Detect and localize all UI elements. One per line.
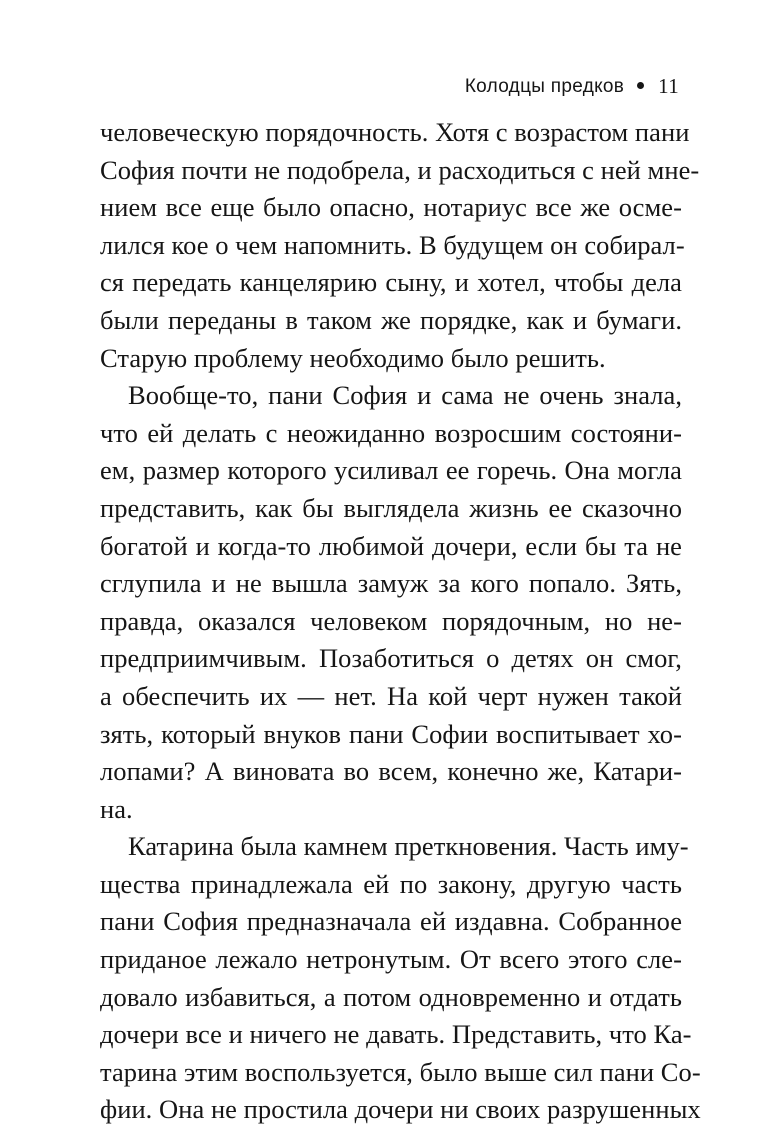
- text-line: довало избавиться, а потом одновременно и отдать: [100, 981, 682, 1012]
- text-line: фии. Она не простила дочери ни своих разрушенных: [100, 1094, 701, 1125]
- text-line: были переданы в таком же порядке, как и бумаги.: [100, 304, 682, 335]
- bullet-separator-icon: [637, 82, 644, 89]
- text-line: лился кое о чем напомнить. В будущем он собирал-: [100, 229, 685, 260]
- text-line: предприимчивым. Позаботиться о детях он смог,: [100, 643, 682, 674]
- text-line: Вообще-то, пани София и сама не очень знала,: [128, 380, 682, 411]
- text-line: щества принадлежала ей по закону, другую часть: [100, 868, 682, 899]
- text-line: пани София предназначала ей издавна. Собранное: [100, 906, 682, 937]
- text-line: правда, оказался человеком порядочным, но не-: [100, 605, 682, 636]
- text-line: человеческую порядочность. Хотя с возрастом пани: [100, 117, 690, 147]
- text-line: Старую проблему необходимо было решить.: [100, 342, 606, 373]
- text-line: что ей делать с неожиданно возросшим состояни-: [100, 417, 682, 448]
- text-line: богатой и когда-то любимой дочери, если бы та не: [100, 530, 682, 561]
- paragraph: [100, 828, 701, 1129]
- text-line: тарина этим воспользуется, было выше сил пани Со-: [100, 1056, 701, 1087]
- text-line: ем, размер которого усиливал ее горечь. Она могла: [100, 455, 682, 486]
- paragraph: [100, 377, 682, 828]
- running-head-title: Колодцы предков: [464, 75, 625, 97]
- text-line: София почти не подобрела, и расходиться с ней мне-: [100, 154, 700, 185]
- running-head: [465, 74, 679, 99]
- text-line: а обеспечить их — нет. На кой черт нужен такой: [100, 680, 682, 711]
- text-line: дочери все и ничего не давать. Представить, что Ка-: [100, 1019, 692, 1050]
- page-number: 11: [658, 74, 679, 98]
- text-line: нием все еще было опасно, нотариус все же осме-: [100, 192, 682, 223]
- text-line: зять, который внуков пани Софии воспитывает хо-: [100, 718, 682, 749]
- text-line: лопами? А виновата во всем, конечно же, Катари-: [100, 756, 682, 787]
- text-line: ся передать канцелярию сыну, и хотел, чтобы дела: [100, 267, 682, 298]
- text-line: Катарина была камнем преткновения. Часть иму-: [128, 831, 689, 862]
- text-line: представить, как бы выглядела жизнь ее сказочно: [100, 492, 682, 523]
- text-line: сглупила и не вышла замуж за кого попало. Зять,: [100, 568, 682, 599]
- body-text: [100, 114, 701, 1129]
- text-line: на.: [100, 793, 133, 824]
- paragraph: [100, 114, 700, 377]
- text-line: приданое лежало нетронутым. От всего этого сле-: [100, 944, 682, 975]
